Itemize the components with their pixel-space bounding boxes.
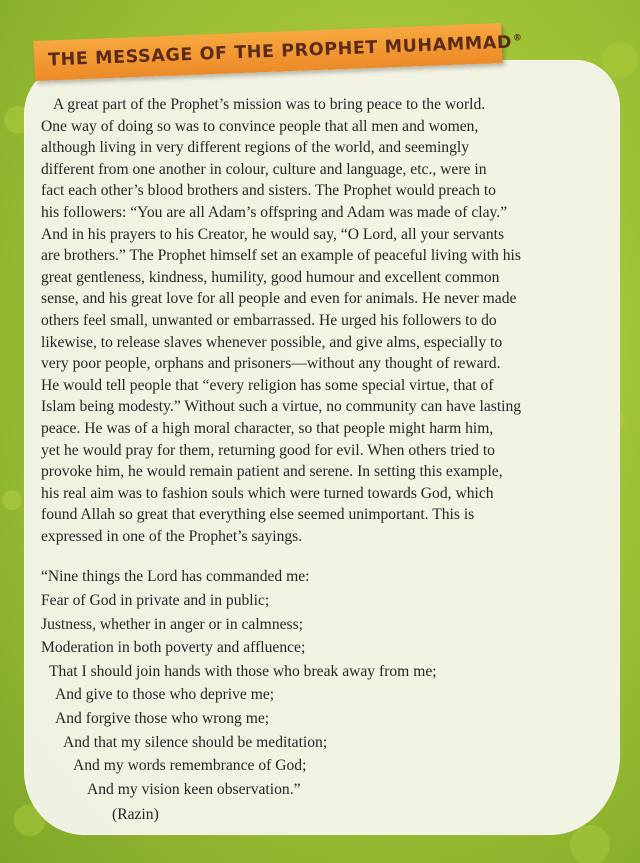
paragraph-line: are brothers.” The Prophet himself set an example of peaceful living with his xyxy=(41,247,521,265)
paragraph-line: expressed in one of the Prophet’s sayings. xyxy=(41,527,303,545)
page-title xyxy=(48,32,523,70)
paragraph-line: great gentleness, kindness, humility, good humour and excellent common xyxy=(41,268,500,286)
paragraph-line: although living in very different regions of the world, and seemingly xyxy=(41,139,470,157)
quote-line: And my words remembrance of God; xyxy=(73,757,307,775)
paragraph-line: sense, and his great love for all people and even for animals. He never made xyxy=(41,290,517,308)
quote-line: And my vision keen observation.” xyxy=(87,780,301,798)
quote-attribution: (Razin) xyxy=(112,806,159,824)
paragraph-line: And in his prayers to his Creator, he would say, “O Lord, all your servants xyxy=(41,225,505,243)
paragraph-line: different from one another in colour, culture and language, etc., were in xyxy=(41,160,487,178)
paragraph-line: very poor people, orphans and prisoners—without any thought of reward. xyxy=(41,355,501,373)
quote-line: Fear of God in private and in public; xyxy=(41,592,270,610)
paragraph-line: others feel small, unwanted or embarrassed. He urged his followers to do xyxy=(41,311,497,329)
paragraph-line: He would tell people that “every religion has some special virtue, that of xyxy=(41,376,494,394)
honorific-mark: ® xyxy=(512,33,523,44)
paragraph-line: One way of doing so was to convince people that all men and women, xyxy=(41,117,479,135)
quote-line: Justness, whether in anger or in calmness; xyxy=(41,615,304,633)
main-paragraph xyxy=(41,94,601,547)
paragraph-line: likewise, to release slaves whenever possible, and give alms, especially to xyxy=(41,333,503,351)
paragraph-line: his followers: “You are all Adam’s offspring and Adam was made of clay.” xyxy=(41,203,508,221)
quote-line: And forgive those who wrong me; xyxy=(55,710,270,728)
paragraph-line: A great part of the Prophet’s mission was to bring peace to the world. xyxy=(53,96,486,113)
quote-line: “Nine things the Lord has commanded me: xyxy=(41,568,310,586)
page-title-text: THE MESSAGE OF THE PROPHET MUHAMMAD xyxy=(47,32,513,71)
article-body xyxy=(41,94,601,827)
quote-line: And that my silence should be meditation; xyxy=(63,733,328,751)
paragraph-line: peace. He was of a high moral character, so that people might harm him, xyxy=(41,419,494,437)
paragraph-line: fact each other’s blood brothers and sisters. The Prophet would preach to xyxy=(41,182,496,200)
paragraph-line: Islam being modesty.” Without such a virtue, no community can have lasting xyxy=(41,398,522,416)
quote-line: That I should join hands with those who break away from me; xyxy=(49,662,437,680)
paragraph-line: his real aim was to fashion souls which were turned towards God, which xyxy=(41,484,494,502)
paragraph-line: provoke him, he would remain patient and serene. In setting this example, xyxy=(41,463,503,481)
quote-line: And give to those who deprive me; xyxy=(55,686,275,704)
paragraph-line: found Allah so great that everything else seemed unimportant. This is xyxy=(41,506,475,524)
paragraph-line: yet he would pray for them, returning good for evil. When others tried to xyxy=(41,441,495,459)
quote-line: Moderation in both poverty and affluence; xyxy=(41,639,306,657)
saying-quote xyxy=(41,565,601,827)
